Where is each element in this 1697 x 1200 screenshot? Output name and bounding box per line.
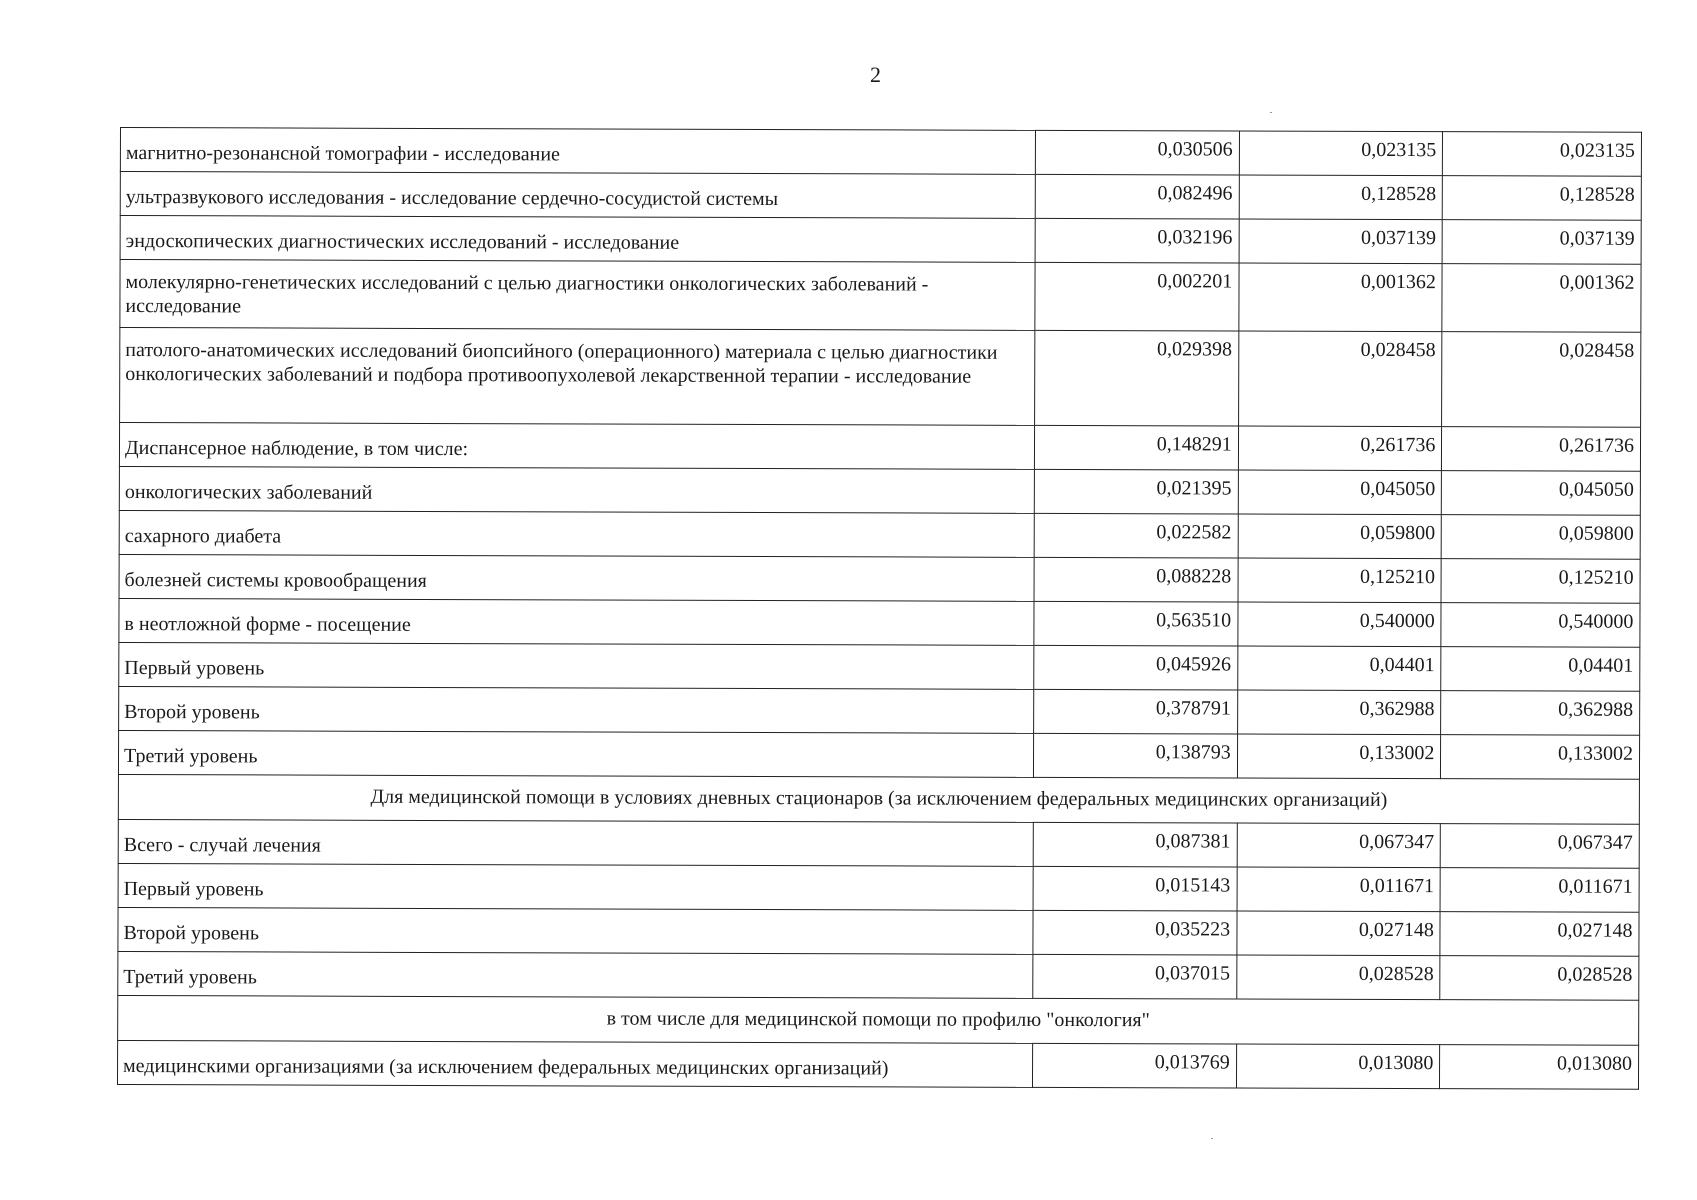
table-row (117, 1040, 1638, 1089)
table-row (118, 907, 1639, 956)
section-header-row (118, 774, 1639, 824)
section-header-row (118, 995, 1639, 1045)
value-cell: 0,037139 (1442, 220, 1641, 265)
table-row (118, 819, 1639, 868)
row-label: онкологических заболеваний (119, 466, 1034, 513)
value-cell: 0,027148 (1440, 912, 1639, 957)
value-cell: 0,540000 (1441, 603, 1640, 648)
row-label: сахарного диабета (119, 510, 1034, 557)
row-label: эндоскопических диагностических исследований - исследование (120, 216, 1035, 263)
value-cell: 0,067347 (1237, 823, 1441, 868)
value-cell: 0,028528 (1440, 956, 1639, 1001)
value-cell: 0,013080 (1236, 1044, 1440, 1089)
row-label: ультразвукового исследования - исследование сердечно-сосудистой системы (120, 172, 1035, 219)
table-row (120, 216, 1641, 265)
table-row (119, 423, 1640, 472)
scan-speck (1211, 1138, 1213, 1139)
value-cell: 0,125210 (1238, 558, 1442, 603)
value-cell: 0,261736 (1442, 427, 1641, 472)
value-cell: 0,028528 (1236, 955, 1440, 1000)
table-row (119, 686, 1640, 735)
value-cell: 0,563510 (1034, 601, 1238, 646)
value-cell: 0,087381 (1033, 822, 1237, 867)
table-row (119, 510, 1640, 559)
row-label: Второй уровень (119, 686, 1034, 733)
value-cell: 0,362988 (1237, 690, 1441, 735)
row-label: Второй уровень (118, 907, 1033, 954)
value-cell: 0,001362 (1442, 264, 1641, 333)
value-cell: 0,030506 (1035, 130, 1239, 175)
value-cell: 0,04401 (1441, 647, 1640, 692)
value-cell: 0,088228 (1034, 557, 1238, 602)
value-cell: 0,011671 (1237, 867, 1441, 912)
table-row (120, 260, 1641, 333)
section-heading-oncology: в том числе для медицинской помощи по профилю "онкология" (118, 995, 1639, 1045)
row-label: Первый уровень (119, 642, 1034, 689)
row-label: Всего - случай лечения (118, 819, 1033, 866)
table-row (120, 128, 1641, 177)
table-row (118, 951, 1639, 1000)
value-cell: 0,002201 (1035, 262, 1239, 331)
value-cell: 0,022582 (1034, 513, 1238, 558)
value-cell: 0,067347 (1441, 824, 1640, 869)
value-cell: 0,023135 (1239, 131, 1443, 176)
value-cell: 0,128528 (1443, 176, 1642, 221)
value-cell: 0,059800 (1238, 514, 1442, 559)
table-row (118, 730, 1639, 779)
value-cell: 0,001362 (1239, 263, 1443, 332)
value-cell: 0,027148 (1237, 911, 1441, 956)
value-cell: 0,028458 (1238, 331, 1442, 427)
value-cell: 0,362988 (1441, 691, 1640, 736)
value-cell: 0,128528 (1239, 175, 1443, 220)
table-row (120, 328, 1641, 428)
value-cell: 0,133002 (1441, 735, 1640, 780)
value-cell: 0,037139 (1239, 219, 1443, 264)
value-cell: 0,037015 (1033, 954, 1237, 999)
table-row (118, 863, 1639, 912)
table-row (120, 172, 1641, 221)
value-cell: 0,378791 (1034, 689, 1238, 734)
value-cell: 0,148291 (1034, 425, 1238, 470)
value-cell: 0,045050 (1442, 471, 1641, 516)
standards-table (117, 127, 1642, 1090)
row-label: в неотложной форме - посещение (119, 598, 1034, 645)
row-label: Диспансерное наблюдение, в том числе: (119, 423, 1034, 470)
table-row (119, 554, 1640, 603)
row-label: Первый уровень (118, 863, 1033, 910)
value-cell: 0,032196 (1035, 218, 1239, 263)
value-cell: 0,029398 (1035, 330, 1239, 426)
section-heading-day-hospital: Для медицинской помощи в условиях дневных стационаров (за исключением федеральных медицинских организаций) (118, 774, 1639, 824)
value-cell: 0,011671 (1440, 868, 1639, 913)
value-cell: 0,04401 (1237, 646, 1441, 691)
table-row (119, 598, 1640, 647)
value-cell: 0,023135 (1443, 132, 1642, 177)
value-cell: 0,261736 (1238, 426, 1442, 471)
row-label: медицинскими организациями (за исключением федеральных медицинских организаций) (117, 1040, 1032, 1087)
value-cell: 0,045926 (1034, 645, 1238, 690)
page-number: 2 (870, 62, 881, 87)
scan-speck (1270, 112, 1272, 113)
value-cell: 0,021395 (1034, 469, 1238, 514)
value-cell: 0,013080 (1440, 1045, 1639, 1090)
value-cell: 0,015143 (1033, 866, 1237, 911)
row-label: Третий уровень (118, 951, 1033, 998)
value-cell: 0,035223 (1033, 910, 1237, 955)
value-cell: 0,138793 (1033, 733, 1237, 778)
value-cell: 0,082496 (1035, 174, 1239, 219)
value-cell: 0,125210 (1441, 559, 1640, 604)
value-cell: 0,059800 (1442, 515, 1641, 560)
value-cell: 0,013769 (1033, 1043, 1237, 1088)
row-label: патолого-анатомических исследований биопсийного (операционного) материала с целью диагностики онкологических заболеваний и подбора противоопухолевой лекарственной терапии - исследование (120, 328, 1035, 426)
value-cell: 0,133002 (1237, 734, 1441, 779)
table-row (119, 466, 1640, 515)
value-cell: 0,045050 (1238, 470, 1442, 515)
row-label: Третий уровень (118, 730, 1033, 777)
value-cell: 0,540000 (1238, 602, 1442, 647)
table-row (119, 642, 1640, 691)
value-cell: 0,028458 (1442, 332, 1641, 428)
row-label: магнитно-резонансной томографии - исследование (120, 128, 1035, 175)
row-label: болезней системы кровообращения (119, 554, 1034, 601)
row-label: молекулярно-генетических исследований с целью диагностики онкологических заболеваний - исследование (120, 260, 1035, 331)
